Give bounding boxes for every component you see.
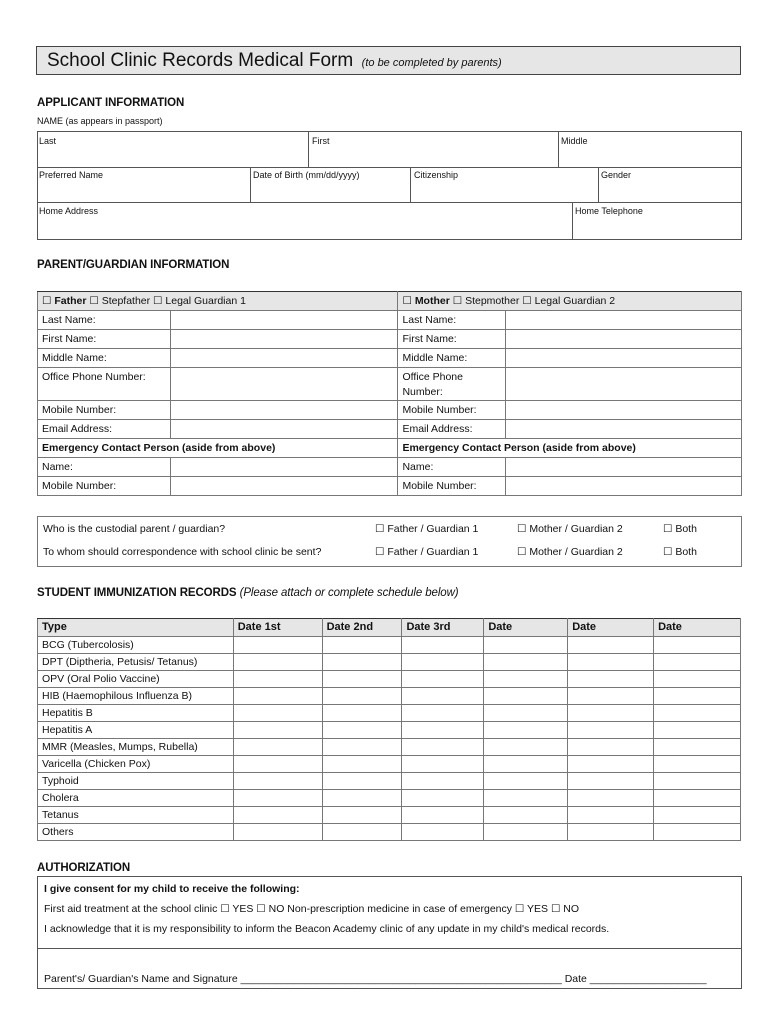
table-row xyxy=(38,705,741,722)
date-cell[interactable] xyxy=(233,705,322,722)
date-cell[interactable] xyxy=(484,722,568,739)
parent-heading: PARENT/GUARDIAN INFORMATION xyxy=(37,259,230,271)
last-name-field[interactable]: Last xyxy=(39,136,57,146)
custodial-box xyxy=(37,516,742,567)
guardian2-options[interactable]: ☐ Stepmother ☐ Legal Guardian 2 xyxy=(452,295,616,307)
g1-middle-name-input[interactable] xyxy=(170,349,398,368)
citizenship-field[interactable]: Citizenship xyxy=(414,170,459,180)
vaccine-type: Hepatitis A xyxy=(38,722,234,739)
date-cell[interactable] xyxy=(484,688,568,705)
date-cell[interactable] xyxy=(654,739,741,756)
em2-mobile-input[interactable] xyxy=(506,477,742,496)
g2-email-label: Email Address: xyxy=(398,420,506,439)
date-cell[interactable] xyxy=(402,688,484,705)
date-cell[interactable] xyxy=(322,637,402,654)
em1-mobile-input[interactable] xyxy=(170,477,398,496)
applicant-heading: APPLICANT INFORMATION xyxy=(37,97,185,109)
date-cell[interactable] xyxy=(654,756,741,773)
immunization-title: STUDENT IMMUNIZATION RECORDS xyxy=(37,587,237,599)
date-cell[interactable] xyxy=(402,637,484,654)
vaccine-type: Varicella (Chicken Pox) xyxy=(38,756,234,773)
date-cell[interactable] xyxy=(402,705,484,722)
date-cell[interactable] xyxy=(484,790,568,807)
date-cell[interactable] xyxy=(322,722,402,739)
date-cell[interactable] xyxy=(568,773,654,790)
consent-text: I give consent for my child to receive the following: xyxy=(44,883,300,895)
g2-mobile-input[interactable] xyxy=(506,401,742,420)
date-cell[interactable] xyxy=(484,671,568,688)
em1-name-label: Name: xyxy=(38,458,171,477)
date-cell[interactable] xyxy=(233,773,322,790)
home-telephone-field[interactable]: Home Telephone xyxy=(575,206,643,216)
date-cell[interactable] xyxy=(568,688,654,705)
g2-office-phone-label: Office Phone Number: xyxy=(398,368,506,401)
home-address-field[interactable]: Home Address xyxy=(39,206,99,216)
table-row xyxy=(38,773,741,790)
date-cell[interactable] xyxy=(484,773,568,790)
name-note: NAME (as appears in passport) xyxy=(37,116,163,126)
date-cell[interactable] xyxy=(233,654,322,671)
emergency-contact-right-heading: Emergency Contact Person (aside from above) xyxy=(398,439,742,458)
date-cell[interactable] xyxy=(233,722,322,739)
date-cell[interactable] xyxy=(322,807,402,824)
g2-middle-name-label: Middle Name: xyxy=(398,349,506,368)
date-cell[interactable] xyxy=(233,807,322,824)
vaccine-type: MMR (Measles, Mumps, Rubella) xyxy=(38,739,234,756)
parent-guardian-table xyxy=(37,291,742,496)
date-cell[interactable] xyxy=(484,756,568,773)
date-cell[interactable] xyxy=(402,739,484,756)
date-cell[interactable] xyxy=(568,637,654,654)
mother-checkbox[interactable]: ☐ xyxy=(402,295,412,307)
date-cell[interactable] xyxy=(233,688,322,705)
table-row xyxy=(38,756,741,773)
guardian1-options[interactable]: ☐ Stepfather ☐ Legal Guardian 1 xyxy=(89,295,246,307)
date-cell[interactable] xyxy=(568,705,654,722)
g2-mobile-label: Mobile Number: xyxy=(398,401,506,420)
g2-first-name-input[interactable] xyxy=(506,330,742,349)
correspondence-question: To whom should correspondence with school clinic be sent? xyxy=(43,546,322,558)
vaccine-type: OPV (Oral Polio Vaccine) xyxy=(38,671,234,688)
date-cell[interactable] xyxy=(568,739,654,756)
date-cell[interactable] xyxy=(402,773,484,790)
g1-office-phone-input[interactable] xyxy=(170,368,398,401)
g2-office-phone-input[interactable] xyxy=(506,368,742,401)
father-label: Father xyxy=(54,295,87,307)
table-row xyxy=(38,722,741,739)
guardian2-header[interactable] xyxy=(398,292,742,311)
correspondence-both-option[interactable]: ☐ Both xyxy=(663,546,697,558)
col-date-1st: Date 1st xyxy=(233,619,322,637)
date-cell[interactable] xyxy=(402,654,484,671)
vaccine-type: Typhoid xyxy=(38,773,234,790)
date-cell[interactable] xyxy=(654,722,741,739)
vaccine-type: Hepatitis B xyxy=(38,705,234,722)
gender-field[interactable]: Gender xyxy=(601,170,632,180)
g1-first-name-label: First Name: xyxy=(38,330,171,349)
date-cell[interactable] xyxy=(568,654,654,671)
date-cell[interactable] xyxy=(233,756,322,773)
date-cell[interactable] xyxy=(402,824,484,841)
vaccine-type: Tetanus xyxy=(38,807,234,824)
date-cell[interactable] xyxy=(568,824,654,841)
col-date-4: Date xyxy=(484,619,568,637)
form-title: School Clinic Records Medical Form xyxy=(47,50,354,71)
date-cell[interactable] xyxy=(233,671,322,688)
date-cell[interactable] xyxy=(654,807,741,824)
consent-options[interactable]: First aid treatment at the school clinic ☐ YES ☐ NO Non-prescription medicine in case of emergency ☐ YES ☐ NO xyxy=(44,903,580,915)
immunization-heading xyxy=(37,587,459,599)
date-cell[interactable] xyxy=(654,790,741,807)
middle-name-field[interactable]: Middle xyxy=(561,136,588,146)
date-cell[interactable] xyxy=(654,705,741,722)
date-cell[interactable] xyxy=(322,688,402,705)
form-subtitle: (to be completed by parents) xyxy=(361,57,502,69)
date-cell[interactable] xyxy=(322,739,402,756)
g1-email-input[interactable] xyxy=(170,420,398,439)
col-date-3rd: Date 3rd xyxy=(402,619,484,637)
em2-name-input[interactable] xyxy=(506,458,742,477)
date-cell[interactable] xyxy=(654,671,741,688)
custodial-father-option[interactable]: ☐ Father / Guardian 1 xyxy=(375,523,479,535)
date-cell[interactable] xyxy=(233,790,322,807)
table-row xyxy=(38,790,741,807)
em1-name-input[interactable] xyxy=(170,458,398,477)
date-cell[interactable] xyxy=(484,824,568,841)
date-cell[interactable] xyxy=(568,756,654,773)
table-row xyxy=(38,807,741,824)
g1-mobile-label: Mobile Number: xyxy=(38,401,171,420)
applicant-grid xyxy=(37,131,742,240)
guardian1-header[interactable] xyxy=(38,292,398,311)
g1-first-name-input[interactable] xyxy=(170,330,398,349)
dob-field[interactable]: Date of Birth (mm/dd/yyyy) xyxy=(253,170,360,180)
immunization-table xyxy=(37,618,741,841)
acknowledgement-text: I acknowledge that it is my responsibility to inform the Beacon Academy clinic of any update in my child's medical records. xyxy=(44,923,610,935)
table-row xyxy=(38,671,741,688)
authorization-heading: AUTHORIZATION xyxy=(37,862,131,874)
date-cell[interactable] xyxy=(322,654,402,671)
date-cell[interactable] xyxy=(233,739,322,756)
date-cell[interactable] xyxy=(654,773,741,790)
date-cell[interactable] xyxy=(654,824,741,841)
signature-line[interactable]: Parent's/ Guardian's Name and Signature _______________________________________________________ Date ____________________ xyxy=(44,973,707,985)
custodial-mother-option[interactable]: ☐ Mother / Guardian 2 xyxy=(517,523,623,535)
date-cell[interactable] xyxy=(322,756,402,773)
authorization-box xyxy=(37,876,742,989)
date-cell[interactable] xyxy=(654,688,741,705)
date-cell[interactable] xyxy=(322,773,402,790)
date-cell[interactable] xyxy=(322,790,402,807)
em2-name-label: Name: xyxy=(398,458,506,477)
vaccine-type: Cholera xyxy=(38,790,234,807)
g2-middle-name-input[interactable] xyxy=(506,349,742,368)
em1-mobile-label: Mobile Number: xyxy=(38,477,171,496)
correspondence-father-option[interactable]: ☐ Father / Guardian 1 xyxy=(375,546,479,558)
correspondence-mother-option[interactable]: ☐ Mother / Guardian 2 xyxy=(517,546,623,558)
date-cell[interactable] xyxy=(402,790,484,807)
date-cell[interactable] xyxy=(654,637,741,654)
date-cell[interactable] xyxy=(568,722,654,739)
mother-label: Mother xyxy=(414,295,450,307)
date-cell[interactable] xyxy=(568,671,654,688)
date-cell[interactable] xyxy=(484,807,568,824)
date-cell[interactable] xyxy=(484,654,568,671)
col-date-6: Date xyxy=(654,619,741,637)
date-cell[interactable] xyxy=(568,790,654,807)
table-row xyxy=(38,637,741,654)
em2-mobile-label: Mobile Number: xyxy=(398,477,506,496)
g2-last-name-label: Last Name: xyxy=(398,311,506,330)
vaccine-type: DPT (Diptheria, Petusis/ Tetanus) xyxy=(38,654,234,671)
date-cell[interactable] xyxy=(233,824,322,841)
date-cell[interactable] xyxy=(484,739,568,756)
vaccine-type: Others xyxy=(38,824,234,841)
g1-middle-name-label: Middle Name: xyxy=(38,349,171,368)
date-cell[interactable] xyxy=(402,756,484,773)
preferred-name-field[interactable]: Preferred Name xyxy=(39,170,104,180)
date-cell[interactable] xyxy=(322,705,402,722)
date-cell[interactable] xyxy=(654,654,741,671)
date-cell[interactable] xyxy=(322,824,402,841)
g1-last-name-label: Last Name: xyxy=(38,311,171,330)
g1-mobile-input[interactable] xyxy=(170,401,398,420)
date-cell[interactable] xyxy=(402,671,484,688)
table-row xyxy=(38,654,741,671)
table-row xyxy=(38,739,741,756)
g1-last-name-input[interactable] xyxy=(170,311,398,330)
col-date-5: Date xyxy=(568,619,654,637)
date-cell[interactable] xyxy=(233,637,322,654)
col-type: Type xyxy=(38,619,234,637)
immunization-note: (Please attach or complete schedule below) xyxy=(239,587,459,599)
g2-first-name-label: First Name: xyxy=(398,330,506,349)
date-cell[interactable] xyxy=(568,807,654,824)
vaccine-type: BCG (Tubercolosis) xyxy=(38,637,234,654)
table-row xyxy=(38,688,741,705)
emergency-contact-left-heading: Emergency Contact Person (aside from above) xyxy=(38,439,398,458)
date-cell[interactable] xyxy=(402,722,484,739)
form-title-bar xyxy=(36,46,741,75)
custodial-both-option[interactable]: ☐ Both xyxy=(663,523,697,535)
table-row xyxy=(38,824,741,841)
vaccine-type: HIB (Haemophilous Influenza B) xyxy=(38,688,234,705)
g2-last-name-input[interactable] xyxy=(506,311,742,330)
date-cell[interactable] xyxy=(402,807,484,824)
custodial-question: Who is the custodial parent / guardian? xyxy=(43,523,226,535)
date-cell[interactable] xyxy=(322,671,402,688)
g1-office-phone-label: Office Phone Number: xyxy=(38,368,171,401)
father-checkbox[interactable]: ☐ xyxy=(42,295,52,307)
first-name-field[interactable]: First xyxy=(312,136,330,146)
g1-email-label: Email Address: xyxy=(38,420,171,439)
g2-email-input[interactable] xyxy=(506,420,742,439)
col-date-2nd: Date 2nd xyxy=(322,619,402,637)
date-cell[interactable] xyxy=(484,705,568,722)
date-cell[interactable] xyxy=(484,637,568,654)
